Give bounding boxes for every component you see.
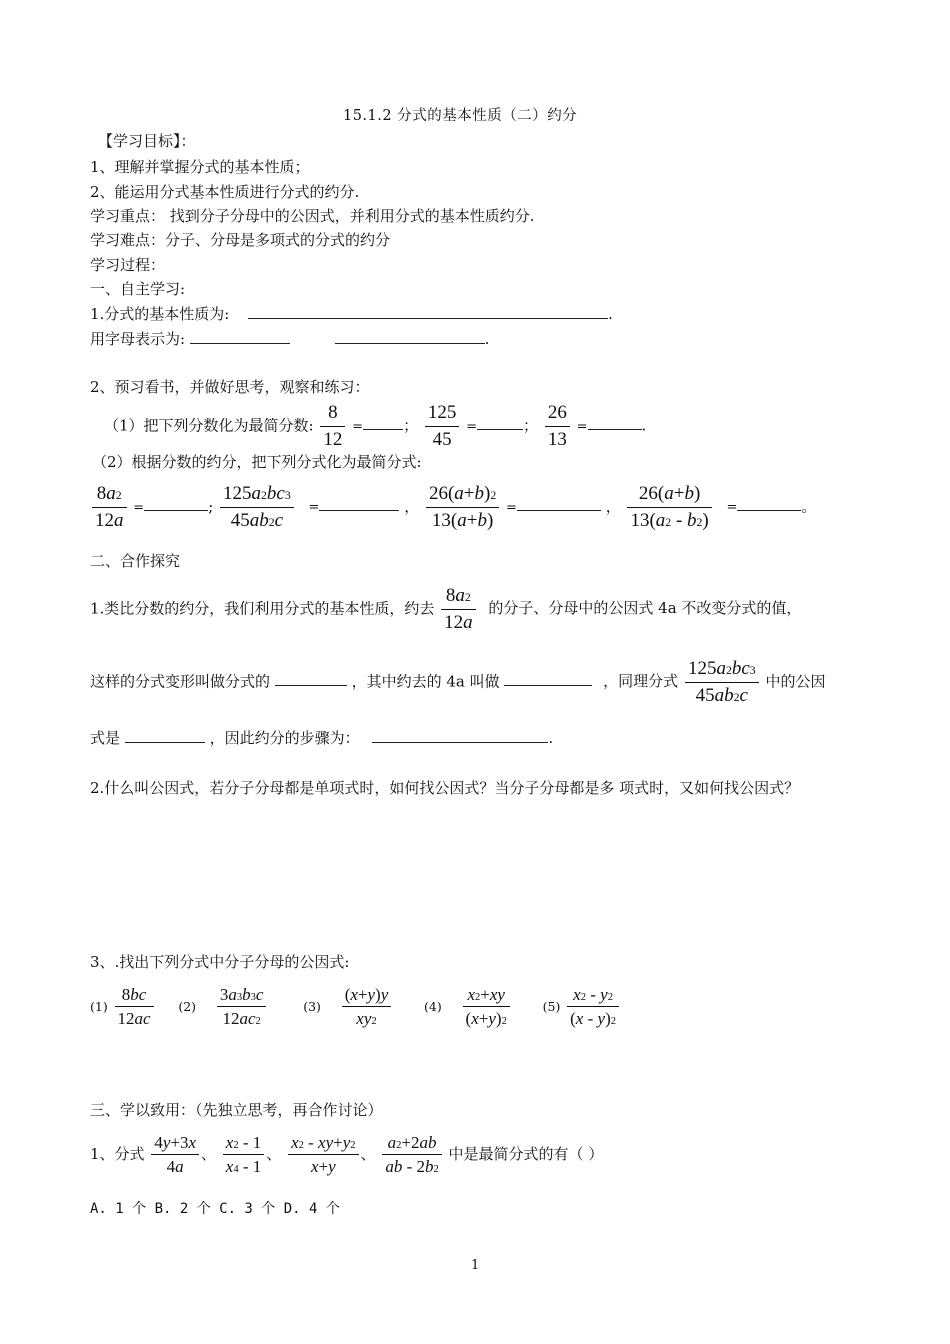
section-2-heading: 二、合作探究: [90, 552, 181, 570]
fraction-125a2bc3-45ab2c: $\frac{125a^2bc^3}{45ab^2c}$: [685, 656, 759, 709]
fraction-26ab2-13ab: $\frac{26(a+b)^2}{13(a+b)}$: [426, 481, 499, 534]
fraction-x2xy-xy2: $\frac{x^2+xy}{(x+y)^2}$: [463, 983, 510, 1031]
fraction-xyy-xy2: $\frac{(x+y)y}{xy^2}$: [342, 983, 392, 1031]
apply-1-text-b: 中是最简分式的有（ ）: [448, 1144, 604, 1163]
question-2-2-fractions: $\frac{8a^2}{12a}$ = ; $\frac{125a^2bc^3}{45ab^2c}$ = ， $\frac{26(a+b)^2}{13(a+b)}$ = ， $\frac{26(a+b)}{13(a^2 - b^2)}$ = 。: [90, 481, 816, 534]
fraction-8-12: $\frac{8}{12}$: [320, 400, 345, 453]
answer-blank[interactable]: [588, 417, 642, 430]
apply-1-choices: A. 1 个 B. 2 个 C. 3 个 D. 4 个: [90, 1201, 340, 1217]
answer-blank[interactable]: [517, 498, 601, 511]
fraction-x2xyy2-xy: $\frac{x^2 - xy+y^2}{x+y}$: [288, 1131, 358, 1179]
fraction-26-13: $\frac{26}{13}$: [545, 400, 570, 453]
explore-1-text-f: 中的公因: [765, 672, 826, 691]
answer-blank[interactable]: [477, 417, 523, 430]
explore-2: 2.什么叫公因式，若分子分母都是单项式时，如何找公因式？当分子分母都是多 项式时，又如何找公因式？: [90, 779, 800, 797]
explore-1: [90, 583, 801, 636]
item-label: (2): [178, 998, 197, 1014]
item-label: (3): [303, 998, 321, 1014]
fraction-8bc-12ac: $\frac{8bc}{12ac}$: [115, 983, 154, 1031]
item-label: (1): [90, 998, 108, 1014]
process-label: 学习过程：: [90, 256, 166, 274]
explore-1-text-c: 这样的分式变形叫做分式的: [90, 672, 271, 691]
section-1-heading: 一、自主学习:: [90, 280, 186, 298]
answer-blank[interactable]: [372, 730, 548, 743]
question-1-letter: 用字母表示为: .: [90, 330, 490, 348]
answer-blank[interactable]: [190, 331, 290, 344]
explore-1-text-b: 的分子、分母中的公因式 4a 不改变分式的值，: [488, 599, 802, 618]
question-2: 2、预习看书，并做好思考，观察和练习：: [90, 378, 370, 396]
answer-blank[interactable]: [504, 673, 592, 686]
section-3-heading: 三、学以致用：（先独立思考，再合作讨论）: [90, 1101, 383, 1119]
explore-1-text-h: ，因此约分的步骤为：: [209, 729, 360, 747]
fraction-8a2-12a: $\frac{8a^2}{12a}$: [92, 481, 127, 534]
fraction-125a2bc3-45ab2c: $\frac{125a^2bc^3}{45ab^2c}$: [220, 481, 294, 534]
fraction-a22ab-ab2b2: $\frac{a^2+2ab}{ab - 2b^2}$: [382, 1131, 441, 1179]
explore-3-fractions: [90, 983, 621, 1031]
answer-blank[interactable]: [737, 498, 801, 511]
apply-1-text-a: 1、分式: [90, 1144, 145, 1163]
goal-2: 2、能运用分式基本性质进行分式的约分.: [90, 183, 360, 201]
goal-1: 1、理解并掌握分式的基本性质；: [90, 158, 310, 176]
fraction-3a3b3c-12ac2: $\frac{3a^3b^3c}{12ac^2}$: [217, 983, 267, 1031]
answer-blank[interactable]: [363, 417, 403, 430]
item-label: (4): [424, 998, 442, 1014]
question-2-1: （1）把下列分数化为最简分数: $\frac{8}{12}$ = ； $\frac{125}{45}$ = ； $\frac{26}{13}$ = .: [104, 400, 646, 453]
fraction-125-45: $\frac{125}{45}$: [425, 400, 460, 453]
fraction-8a2-12a: $\frac{8a^2}{12a}$: [441, 583, 476, 636]
answer-blank[interactable]: [248, 306, 608, 319]
answer-blank[interactable]: [275, 673, 347, 686]
fraction-x2y2-xy2: $\frac{x^2 - y^2}{(x - y)^2}$: [567, 983, 619, 1031]
page-number: 1: [471, 1258, 480, 1273]
apply-1: 1、分式 $\frac{4y+3x}{4a}$ 、 $\frac{x^2 - 1}{x^4 - 1}$ 、 $\frac{x^2 - xy+y^2}{x+y}$ 、 $\frac{a^2+2ab}{ab - 2b^2}$ 中是最简分式的有（ ）: [90, 1131, 603, 1179]
answer-blank[interactable]: [319, 498, 399, 511]
question-1: 1.分式的基本性质为: .: [90, 305, 613, 323]
question-1-text: 1.分式的基本性质为:: [90, 305, 230, 323]
difficulty: 学习难点：分子、分母是多项式的分式的约分: [90, 231, 391, 249]
answer-blank[interactable]: [144, 498, 208, 511]
explore-1-text-d: ，其中约去的 4a 叫做: [351, 672, 500, 691]
explore-1-steps: 式是 ，因此约分的步骤为： .: [90, 729, 554, 747]
question-2-1-text: （1）把下列分数化为最简分数:: [104, 416, 314, 435]
explore-1-text-g: 式是: [90, 729, 121, 747]
goals-heading: 【学习目标】：: [98, 132, 196, 150]
answer-blank[interactable]: [125, 730, 205, 743]
item-label: (5): [542, 998, 561, 1014]
explore-1-text-a: 1.类比分数的约分，我们利用分式的基本性质，约去: [90, 599, 435, 618]
explore-3: 3、.找出下列分式中分子分母的公因式:: [90, 953, 350, 971]
fraction-x21-x41: $\frac{x^2 - 1}{x^4 - 1}$: [223, 1131, 264, 1179]
question-2-2: （2）根据分数的约分，把下列分式化为最简分式:: [92, 453, 422, 471]
fraction-4y3x-4a: $\frac{4y+3x}{4a}$: [151, 1131, 199, 1179]
explore-1-cont: [90, 656, 825, 709]
answer-blank[interactable]: [335, 331, 485, 344]
explore-1-text-e: ，同理分式: [603, 672, 679, 691]
fraction-26ab-13a2b2: $\frac{26(a+b)}{13(a^2 - b^2)}$: [627, 481, 711, 534]
question-1-letter-text: 用字母表示为:: [90, 330, 186, 348]
key-point: 学习重点： 找到分子分母中的公因式，并利用分式的基本性质约分.: [90, 207, 535, 225]
page-title: 15.1.2 分式的基本性质（二）约分: [343, 108, 578, 124]
